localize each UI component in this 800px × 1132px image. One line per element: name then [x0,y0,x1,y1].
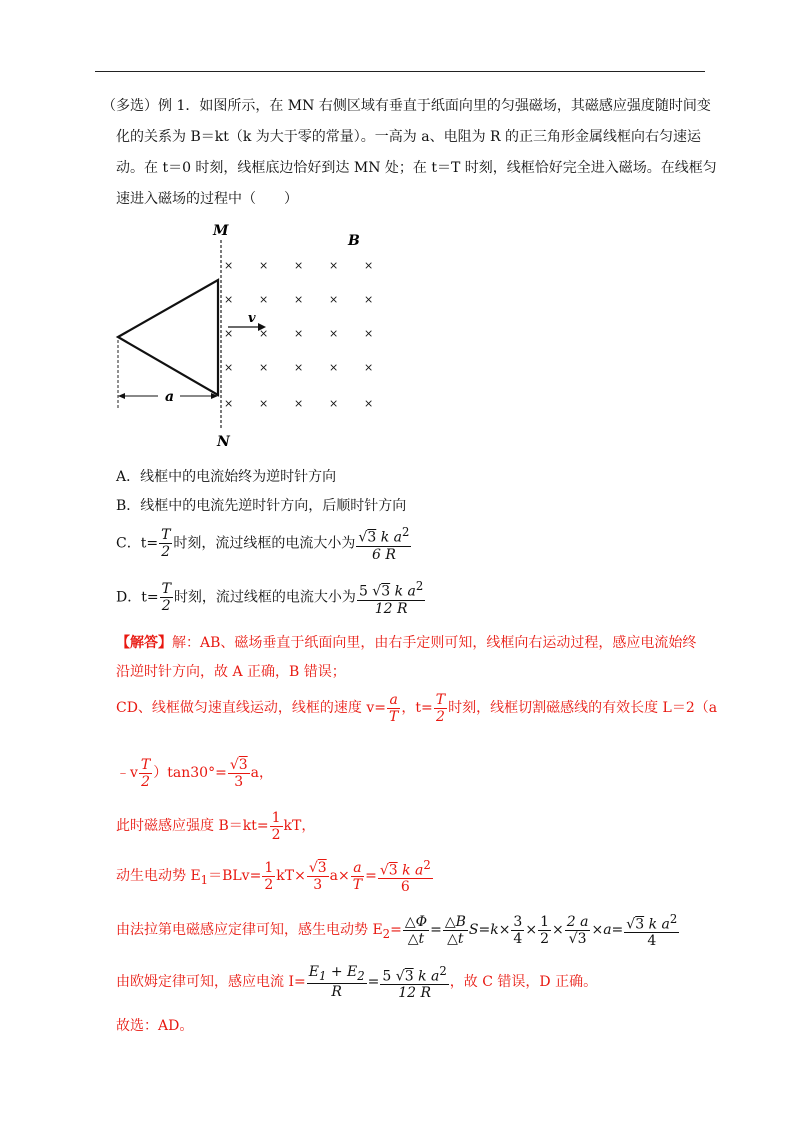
label-M: M [213,223,229,239]
option-d-prefix: D．t= [116,589,159,606]
physics-figure [110,220,390,450]
field-cross: × [294,327,304,340]
field-cross: × [224,397,234,410]
field-cross: × [224,327,234,340]
field-cross: × [364,361,374,374]
label-B: B [348,233,360,249]
solution-line-1: 【解答】解：AB、磁场垂直于纸面向里，由右手定则可知，线框向右运动过程，感应电流始终 [116,635,697,651]
option-c[interactable]: C．t= $\frac{T}{2}$ 时刻，流过线框的电流大小为 $\frac{√3 k a^2}{6 R}$ [116,525,410,563]
frac-t-over-2: $\frac{T}{2}$ [161,526,171,560]
solution-line-4: ﹣v $\frac{T}{2}$ ）tan30°= $\frac{√3}{3}$ a， [116,756,274,790]
option-d[interactable]: D．t= $\frac{T}{2}$ 时刻，流过线框的电流大小为 $\frac{5 √3 k a^2}{12 R}$ [116,579,424,617]
field-cross: × [364,259,374,272]
field-cross: × [294,293,304,306]
triangle-frame [118,280,218,395]
field-cross: × [259,361,269,374]
field-cross: × [329,361,339,374]
solution-line-6: 动生电动势 $E_1=BLv=$ $\frac{1}{2}$ kT× $\frac{√3}{3}$ a× $\frac{a}{T}$ = $\frac{√3 k a^2}{6}$ [116,857,431,896]
field-cross: × [364,327,374,340]
field-cross: × [364,397,374,410]
field-cross: × [259,397,269,410]
solution-line-3: CD、线框做匀速直线运动，线框的速度 v= $\frac{a}{T}$ ，t= $\frac{T}{2}$ 时刻，线框切割磁感线的有效长度 L＝2（a [116,691,718,725]
solution-line-7: 由法拉第电磁感应定律可知，感生电动势 $E_2=$ $\frac{\triangle\Phi}{\triangle t}$ = $\frac{\triangle B}{\triangle t}$ S=k× $\frac{3}{4}$ × $\frac{1}{2}$ × $\frac{2 a}{√3}$ ×a= $\frac{√3 k a^2}{4}$ [116,911,678,950]
label-v: v [248,311,256,326]
field-cross: × [294,361,304,374]
option-b[interactable]: B．线框中的电流先逆时针方向，后顺时针方向 [116,498,407,514]
magnetic-field-crosses [224,259,373,410]
question-line-1: （多选）例 1．如图所示，在 MN 右侧区域有垂直于纸面向里的匀强磁场，其磁感应强度随时间变 [102,98,711,114]
frac-d-answer: $\frac{5 √3 k a^2}{12 R}$ [358,579,424,617]
field-cross: × [259,293,269,306]
field-cross: × [259,327,269,340]
field-cross: × [259,259,269,272]
field-cross: × [294,397,304,410]
question-line-4: 速进入磁场的过程中（ ） [116,191,298,207]
label-a: a [165,389,175,405]
field-cross: × [224,293,234,306]
question-line-2: 化的关系为 B＝kt（k 为大于零的常量）。一高为 a、电阻为 R 的正三角形金属线框向右匀速运 [116,129,702,145]
frac-t-over-2-d: $\frac{T}{2}$ [161,580,171,614]
label-N: N [217,434,230,450]
field-cross: × [329,397,339,410]
header-rule [95,71,705,72]
solution-line-2: 沿逆时针方向，故 A 正确，B 错误； [116,664,346,680]
question-line-3: 动。在 t＝0 时刻，线框底边恰好到达 MN 处；在 t＝T 时刻，线框恰好完全进入磁场。在线框匀 [116,160,717,176]
field-cross: × [224,361,234,374]
field-cross: × [329,293,339,306]
frac-c-answer: $\frac{√3 k a^2}{6 R}$ [358,525,410,563]
field-cross: × [329,259,339,272]
dim-arrowhead-left [118,393,125,399]
solution-line-5: 此时磁感应强度 B＝kt= $\frac{1}{2}$ kT， [116,809,316,843]
field-cross: × [224,259,234,272]
field-cross: × [364,293,374,306]
option-a[interactable]: A．线框中的电流始终为逆时针方向 [116,469,337,485]
solution-head: 【解答】 [116,635,172,651]
option-c-prefix: C．t= [116,535,159,552]
field-cross: × [294,259,304,272]
solution-line-8: 由欧姆定律可知，感应电流 I= $\frac{E_1 + E_2}{R}$ = $\frac{5 √3 k a^2}{12 R}$ ，故 C 错误，D 正确。 [116,963,598,1002]
solution-line-9: 故选：AD。 [116,1018,194,1034]
field-cross: × [329,327,339,340]
